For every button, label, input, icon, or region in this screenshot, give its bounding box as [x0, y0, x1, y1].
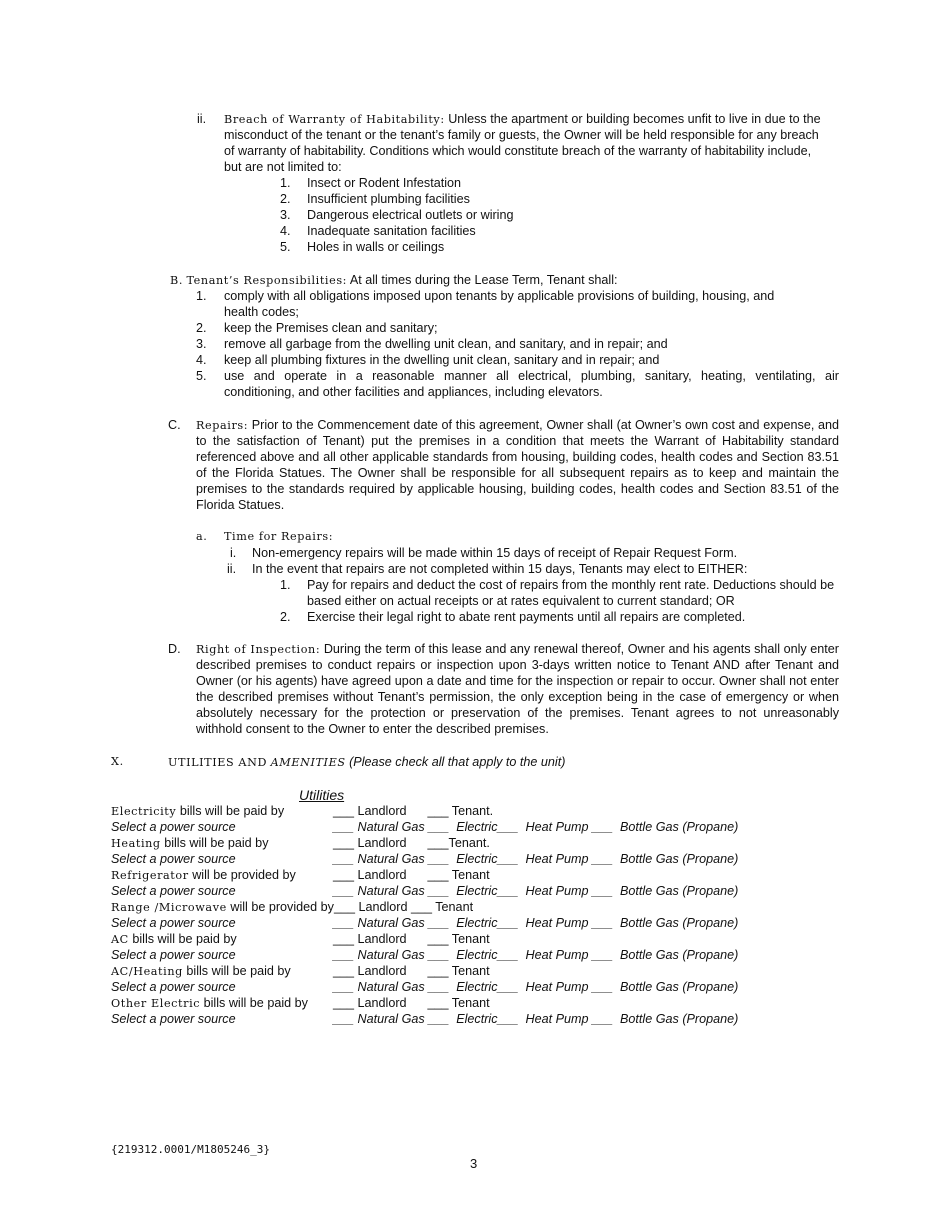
utility-name: Other Electric — [111, 997, 201, 1010]
utility-label-text: bills will be paid by — [132, 932, 237, 946]
power-source-label — [111, 883, 236, 899]
payer-choices: ___ Landlord ___ Tenant — [333, 964, 490, 978]
payer-choices: ___ Landlord ___ Tenant — [333, 996, 490, 1010]
utility-name: Electricity — [111, 805, 177, 818]
list-item: Insect or Rodent Infestation — [307, 176, 462, 190]
list-item-number: 1. — [280, 176, 291, 190]
payer-choices: ___ Landlord ___ Tenant — [333, 932, 490, 946]
list-item: Inadequate sanitation facilities — [307, 224, 476, 238]
utility-label-text: bills will be paid by — [186, 964, 291, 978]
list-item-number: ii. — [227, 562, 237, 576]
list-item-number: 1. — [280, 578, 291, 592]
utility-label — [111, 995, 308, 1012]
inspection-heading: Right of Inspection: — [196, 643, 321, 656]
inspection-line: described premises to conduct repairs or inspection upon 3-days written notice to Tenant AND after Tenant and — [196, 658, 839, 672]
power-source-label — [111, 947, 236, 963]
utility-label — [111, 803, 284, 820]
subsection-letter: a. — [196, 530, 208, 543]
list-item: based either on actual receipts or at rates equivalent to current standard; OR — [307, 594, 735, 608]
utility-label — [111, 835, 269, 852]
inspection-line: Owner (or his agents) have agreed upon a date and time for the inspection or repair to occur. Owner shall not enter — [196, 674, 839, 688]
utility-label-text: Select a power source — [111, 948, 236, 962]
inspection-line: withhold consent to the Owner to enter the described premises. — [196, 722, 549, 736]
utility-label-text: bills will be paid by — [164, 836, 269, 850]
utilities-note: (Please check all that apply to the unit) — [349, 755, 566, 769]
utilities-heading-main: UTILITIES AND — [168, 756, 268, 769]
inspection-line: the described premises without Tenant’s permission, the only exception being in the case of emergency or when — [196, 690, 839, 704]
list-item: Exercise their legal right to abate rent payments until all repairs are completed. — [307, 610, 746, 624]
section-letter: C. — [168, 418, 181, 432]
list-item: remove all garbage from the dwelling unit clean, and sanitary, and in repair; and — [224, 337, 668, 351]
list-item-number: 4. — [196, 353, 207, 367]
tenant-intro: At all times during the Lease Term, Tenant shall: — [349, 273, 618, 287]
power-source-choices: ___ Natural Gas ___ Electric___ Heat Pump ___ Bottle Gas (Propane) — [333, 852, 739, 866]
list-item-number: 3. — [280, 208, 291, 222]
utilities-subheading: Utilities — [299, 787, 345, 803]
section-letter: D. — [168, 642, 181, 656]
warranty-line: of warranty of habitability. Conditions which would constitute breach of the warranty of habitability include, — [224, 144, 812, 158]
power-source-choices: ___ Natural Gas ___ Electric___ Heat Pump ___ Bottle Gas (Propane) — [333, 1012, 739, 1026]
utility-name: Refrigerator — [111, 869, 189, 882]
list-item: conditioning, and other facilities and appliances, including elevators. — [224, 385, 603, 399]
list-item: Insufficient plumbing facilities — [307, 192, 470, 206]
list-item: In the event that repairs are not completed within 15 days, Tenants may elect to EITHER: — [252, 562, 748, 576]
list-item-number: 1. — [196, 289, 207, 303]
warranty-number: ii. — [197, 112, 207, 126]
tenant-section-heading — [170, 272, 618, 289]
utility-name: Heating — [111, 837, 161, 850]
warranty-line: misconduct of the tenant or the tenant’s family or guests, the Owner will be held responsible for any breach — [224, 128, 819, 142]
list-item: keep the Premises clean and sanitary; — [224, 321, 438, 335]
list-item-number: 5. — [196, 369, 207, 383]
payer-choices: ___ Landlord ___ Tenant. — [333, 804, 494, 818]
power-source-choices: ___ Natural Gas ___ Electric___ Heat Pump ___ Bottle Gas (Propane) — [333, 980, 739, 994]
list-item-number: i. — [230, 546, 237, 560]
list-item: Holes in walls or ceilings — [307, 240, 445, 254]
list-item: Dangerous electrical outlets or wiring — [307, 208, 514, 222]
time-for-repairs-heading: Time for Repairs: — [224, 530, 334, 543]
list-item: health codes; — [224, 305, 299, 319]
utility-label-text: will be provided by — [192, 868, 296, 882]
utility-label — [111, 931, 237, 948]
payer-choices: ___ Landlord ___ Tenant — [333, 868, 490, 882]
repairs-line: to the satisfaction of Tenant) put the premises in a condition that meets the Warrant of Habitability standard — [196, 434, 839, 448]
tenant-heading: Tenant’s Responsibilities: — [186, 274, 348, 287]
inspection-line: Right of Inspection: During the term of this lease and any renewal thereof, Owner and his agents shall only enter — [196, 642, 839, 656]
power-source-label — [111, 1011, 236, 1027]
utilities-heading-italic: AMENITIES — [270, 756, 346, 769]
repairs-line: Repairs: Prior to the Commencement date of this agreement, Owner shall (at Owner’s own cost and expense, and — [196, 418, 839, 432]
power-source-label — [111, 915, 236, 931]
utility-label-text: Select a power source — [111, 1012, 236, 1026]
warranty-line: Unless the apartment or building becomes unfit to live in due to the — [448, 112, 821, 126]
utility-label-text: bills will be paid by — [203, 996, 308, 1010]
utility-label-text: will be provided by___ Landlord ___ Tenant — [230, 900, 474, 914]
document-id: {219312.0001/M1805246_3} — [111, 1143, 270, 1156]
inspection-line: absolutely necessary for the protection or preservation of the premises. Tenant agrees to not unreasonably — [196, 706, 839, 720]
list-item: Non-emergency repairs will be made within 15 days of receipt of Repair Request Form. — [252, 546, 738, 560]
list-item-number: 3. — [196, 337, 207, 351]
repairs-line: Florida Statues. — [196, 498, 285, 512]
list-item-number: 2. — [280, 192, 291, 206]
warranty-first-line — [224, 111, 821, 128]
utility-label-text: Select a power source — [111, 852, 236, 866]
repairs-line: premises to the standards required by applicable housing, building codes, health codes and Section 83.51 of the — [196, 482, 839, 496]
list-item: comply with all obligations imposed upon tenants by applicable provisions of building, housing, and — [224, 289, 775, 303]
power-source-choices: ___ Natural Gas ___ Electric___ Heat Pump ___ Bottle Gas (Propane) — [333, 948, 739, 962]
warranty-heading: Breach of Warranty of Habitability: — [224, 113, 445, 126]
power-source-label — [111, 851, 236, 867]
utility-label — [111, 963, 291, 980]
power-source-label — [111, 819, 236, 835]
section-letter: B. — [170, 274, 183, 287]
utility-label — [111, 867, 296, 884]
repairs-line: of the Florida Statues. The Owner shall be responsible for all subsequent repairs as to keep and maintain the — [196, 466, 839, 480]
payer-choices: ___ Landlord ___Tenant. — [333, 836, 490, 850]
utility-label-text: Select a power source — [111, 884, 236, 898]
utility-label-text: Select a power source — [111, 916, 236, 930]
warranty-line: but are not limited to: — [224, 160, 342, 174]
page-number: 3 — [470, 1156, 478, 1171]
list-item-number: 5. — [280, 240, 291, 254]
article-number: X. — [111, 755, 124, 768]
utility-label — [111, 899, 473, 916]
power-source-choices: ___ Natural Gas ___ Electric___ Heat Pump ___ Bottle Gas (Propane) — [333, 820, 739, 834]
utility-name: Range /Microwave — [111, 901, 227, 914]
list-item-number: 2. — [280, 610, 291, 624]
power-source-label — [111, 979, 236, 995]
power-source-choices: ___ Natural Gas ___ Electric___ Heat Pump ___ Bottle Gas (Propane) — [333, 916, 739, 930]
power-source-choices: ___ Natural Gas ___ Electric___ Heat Pump ___ Bottle Gas (Propane) — [333, 884, 739, 898]
repairs-heading: Repairs: — [196, 419, 249, 432]
repairs-line: referenced above and all other applicable standards from housing, building codes, health codes and Section 83.51 — [196, 450, 839, 464]
list-item: use and operate in a reasonable manner all electrical, plumbing, sanitary, heating, ventilating, air — [224, 369, 839, 383]
utility-label-text: bills will be paid by — [179, 804, 285, 818]
list-item-number: 4. — [280, 224, 291, 238]
utility-label-text: Select a power source — [111, 820, 236, 834]
list-item-number: 2. — [196, 321, 207, 335]
utility-label-text: Select a power source — [111, 980, 236, 994]
utility-name: AC — [111, 933, 129, 946]
list-item: keep all plumbing fixtures in the dwelling unit clean, sanitary and in repair; and — [224, 353, 660, 367]
utility-name: AC/Heating — [111, 965, 183, 978]
list-item: Pay for repairs and deduct the cost of repairs from the monthly rent rate. Deductions should be — [307, 578, 835, 592]
utilities-heading — [168, 754, 565, 771]
